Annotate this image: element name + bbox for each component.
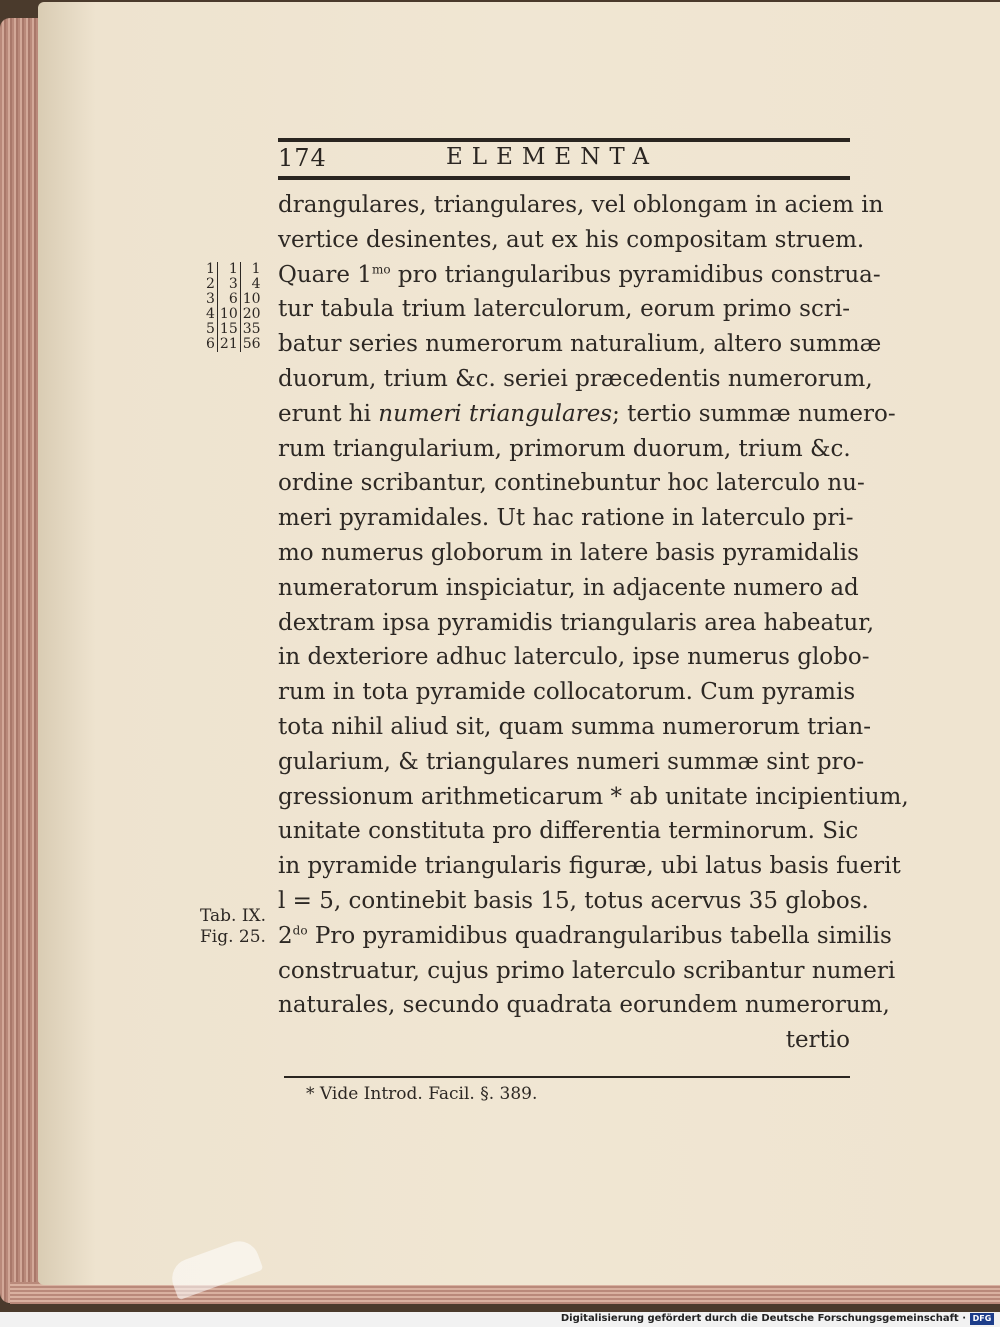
table-cell: 1 bbox=[251, 261, 261, 277]
dfg-logo: DFG bbox=[970, 1313, 994, 1325]
text-line: batur series numerorum naturalium, altero summæ bbox=[278, 331, 882, 358]
text-run: ; tertio summæ numero- bbox=[612, 400, 896, 427]
text-line: drangulares, triangulares, vel oblongam in aciem in bbox=[278, 192, 884, 218]
text-line: unitate constituta pro differentia terminorum. Sic bbox=[278, 818, 859, 845]
text-line: gularium, & triangulares numeri summæ sint pro- bbox=[278, 748, 865, 775]
table-cell: 6 bbox=[204, 337, 217, 352]
text-run: pro triangularibus pyramidibus construa- bbox=[390, 261, 881, 288]
table-cell: 5 bbox=[204, 322, 217, 337]
text-run: 2 bbox=[278, 922, 293, 949]
header-rule bbox=[278, 138, 850, 142]
funding-credit: Digitalisierung gefördert durch die Deutsche Forschungsgemeinschaft · bbox=[560, 1313, 966, 1324]
body-text bbox=[278, 188, 909, 1058]
table-cell: 6 bbox=[217, 292, 240, 307]
table-cell: 4 bbox=[251, 276, 261, 292]
table-cell: 10 bbox=[242, 291, 261, 307]
text-line: mo numerus globorum in latere basis pyramidalis bbox=[278, 539, 859, 566]
text-line: l = 5, continebit basis 15, totus acervus 35 globos. bbox=[278, 887, 869, 914]
table-row bbox=[204, 307, 263, 322]
page-number: 174 bbox=[278, 144, 327, 172]
ordinal-superscript: mo bbox=[371, 261, 391, 276]
table-cell: 56 bbox=[242, 336, 261, 352]
text-line: rum in tota pyramide collocatorum. Cum pyramis bbox=[278, 679, 856, 706]
table-row bbox=[204, 322, 263, 337]
margin-note-figure-ref: Fig. 25. bbox=[200, 927, 266, 947]
table-cell: 3 bbox=[217, 277, 240, 292]
text-line: construatur, cujus primo laterculo scribantur numeri bbox=[278, 957, 896, 984]
table-cell: 1 bbox=[217, 262, 240, 277]
italic-term: numeri triangulares bbox=[378, 400, 613, 427]
running-head: ELEMENTA bbox=[446, 144, 659, 170]
table-cell: 20 bbox=[242, 306, 261, 322]
text-line: in pyramide triangularis figuræ, ubi latus basis fuerit bbox=[278, 853, 901, 880]
text-line: duorum, trium &c. seriei præcedentis numerorum, bbox=[278, 365, 873, 392]
table-row bbox=[204, 262, 263, 277]
text-line bbox=[278, 919, 892, 954]
header-rule-lower bbox=[278, 176, 850, 180]
text-line: tota nihil aliud sit, quam summa numerorum trian- bbox=[278, 713, 871, 740]
table-cell: 35 bbox=[242, 321, 261, 337]
text-line: gressionum arithmeticarum * ab unitate incipientium, bbox=[278, 783, 909, 810]
table-row bbox=[204, 277, 263, 292]
table-cell: 3 bbox=[204, 292, 217, 307]
text-line: ordine scribantur, continebuntur hoc laterculo nu- bbox=[278, 470, 865, 497]
text-line: meri pyramidales. Ut hac ratione in laterculo pri- bbox=[278, 505, 854, 532]
ordinal-superscript: do bbox=[292, 923, 308, 938]
text-line: dextram ipsa pyramidis triangularis area habeatur, bbox=[278, 609, 875, 636]
text-line: naturales, secundo quadrata eorundem numerorum, bbox=[278, 992, 890, 1019]
margin-number-table bbox=[204, 262, 263, 352]
footnote-rule bbox=[284, 1076, 850, 1078]
table-cell: 1 bbox=[204, 262, 217, 277]
text-line bbox=[278, 258, 881, 293]
bottom-page-edges bbox=[10, 1282, 1000, 1304]
text-line: tur tabula trium laterculorum, eorum primo scri- bbox=[278, 296, 850, 323]
table-cell: 2 bbox=[204, 277, 217, 292]
table-row bbox=[204, 292, 263, 307]
table-cell: 21 bbox=[217, 337, 240, 352]
margin-note bbox=[200, 906, 266, 948]
text-line bbox=[278, 397, 896, 432]
table-row bbox=[204, 337, 263, 352]
text-line: vertice desinentes, aut ex his compositam struem. bbox=[278, 226, 865, 253]
table-cell: 4 bbox=[204, 307, 217, 322]
text-line: numeratorum inspiciatur, in adjacente numero ad bbox=[278, 574, 859, 601]
text-run: Pro pyramidibus quadrangularibus tabella similis bbox=[307, 922, 892, 949]
table-cell: 10 bbox=[217, 307, 240, 322]
text-run: Quare 1 bbox=[278, 261, 372, 288]
table-cell: 15 bbox=[217, 322, 240, 337]
text-line: in dexteriore adhuc laterculo, ipse numerus globo- bbox=[278, 644, 870, 671]
text-run: erunt hi bbox=[278, 400, 379, 427]
catchword: tertio bbox=[785, 1027, 850, 1054]
text-line: rum triangularium, primorum duorum, trium &c. bbox=[278, 435, 851, 462]
margin-note-table-ref: Tab. IX. bbox=[200, 906, 267, 926]
footnote: * Vide Introd. Facil. §. 389. bbox=[306, 1084, 538, 1104]
